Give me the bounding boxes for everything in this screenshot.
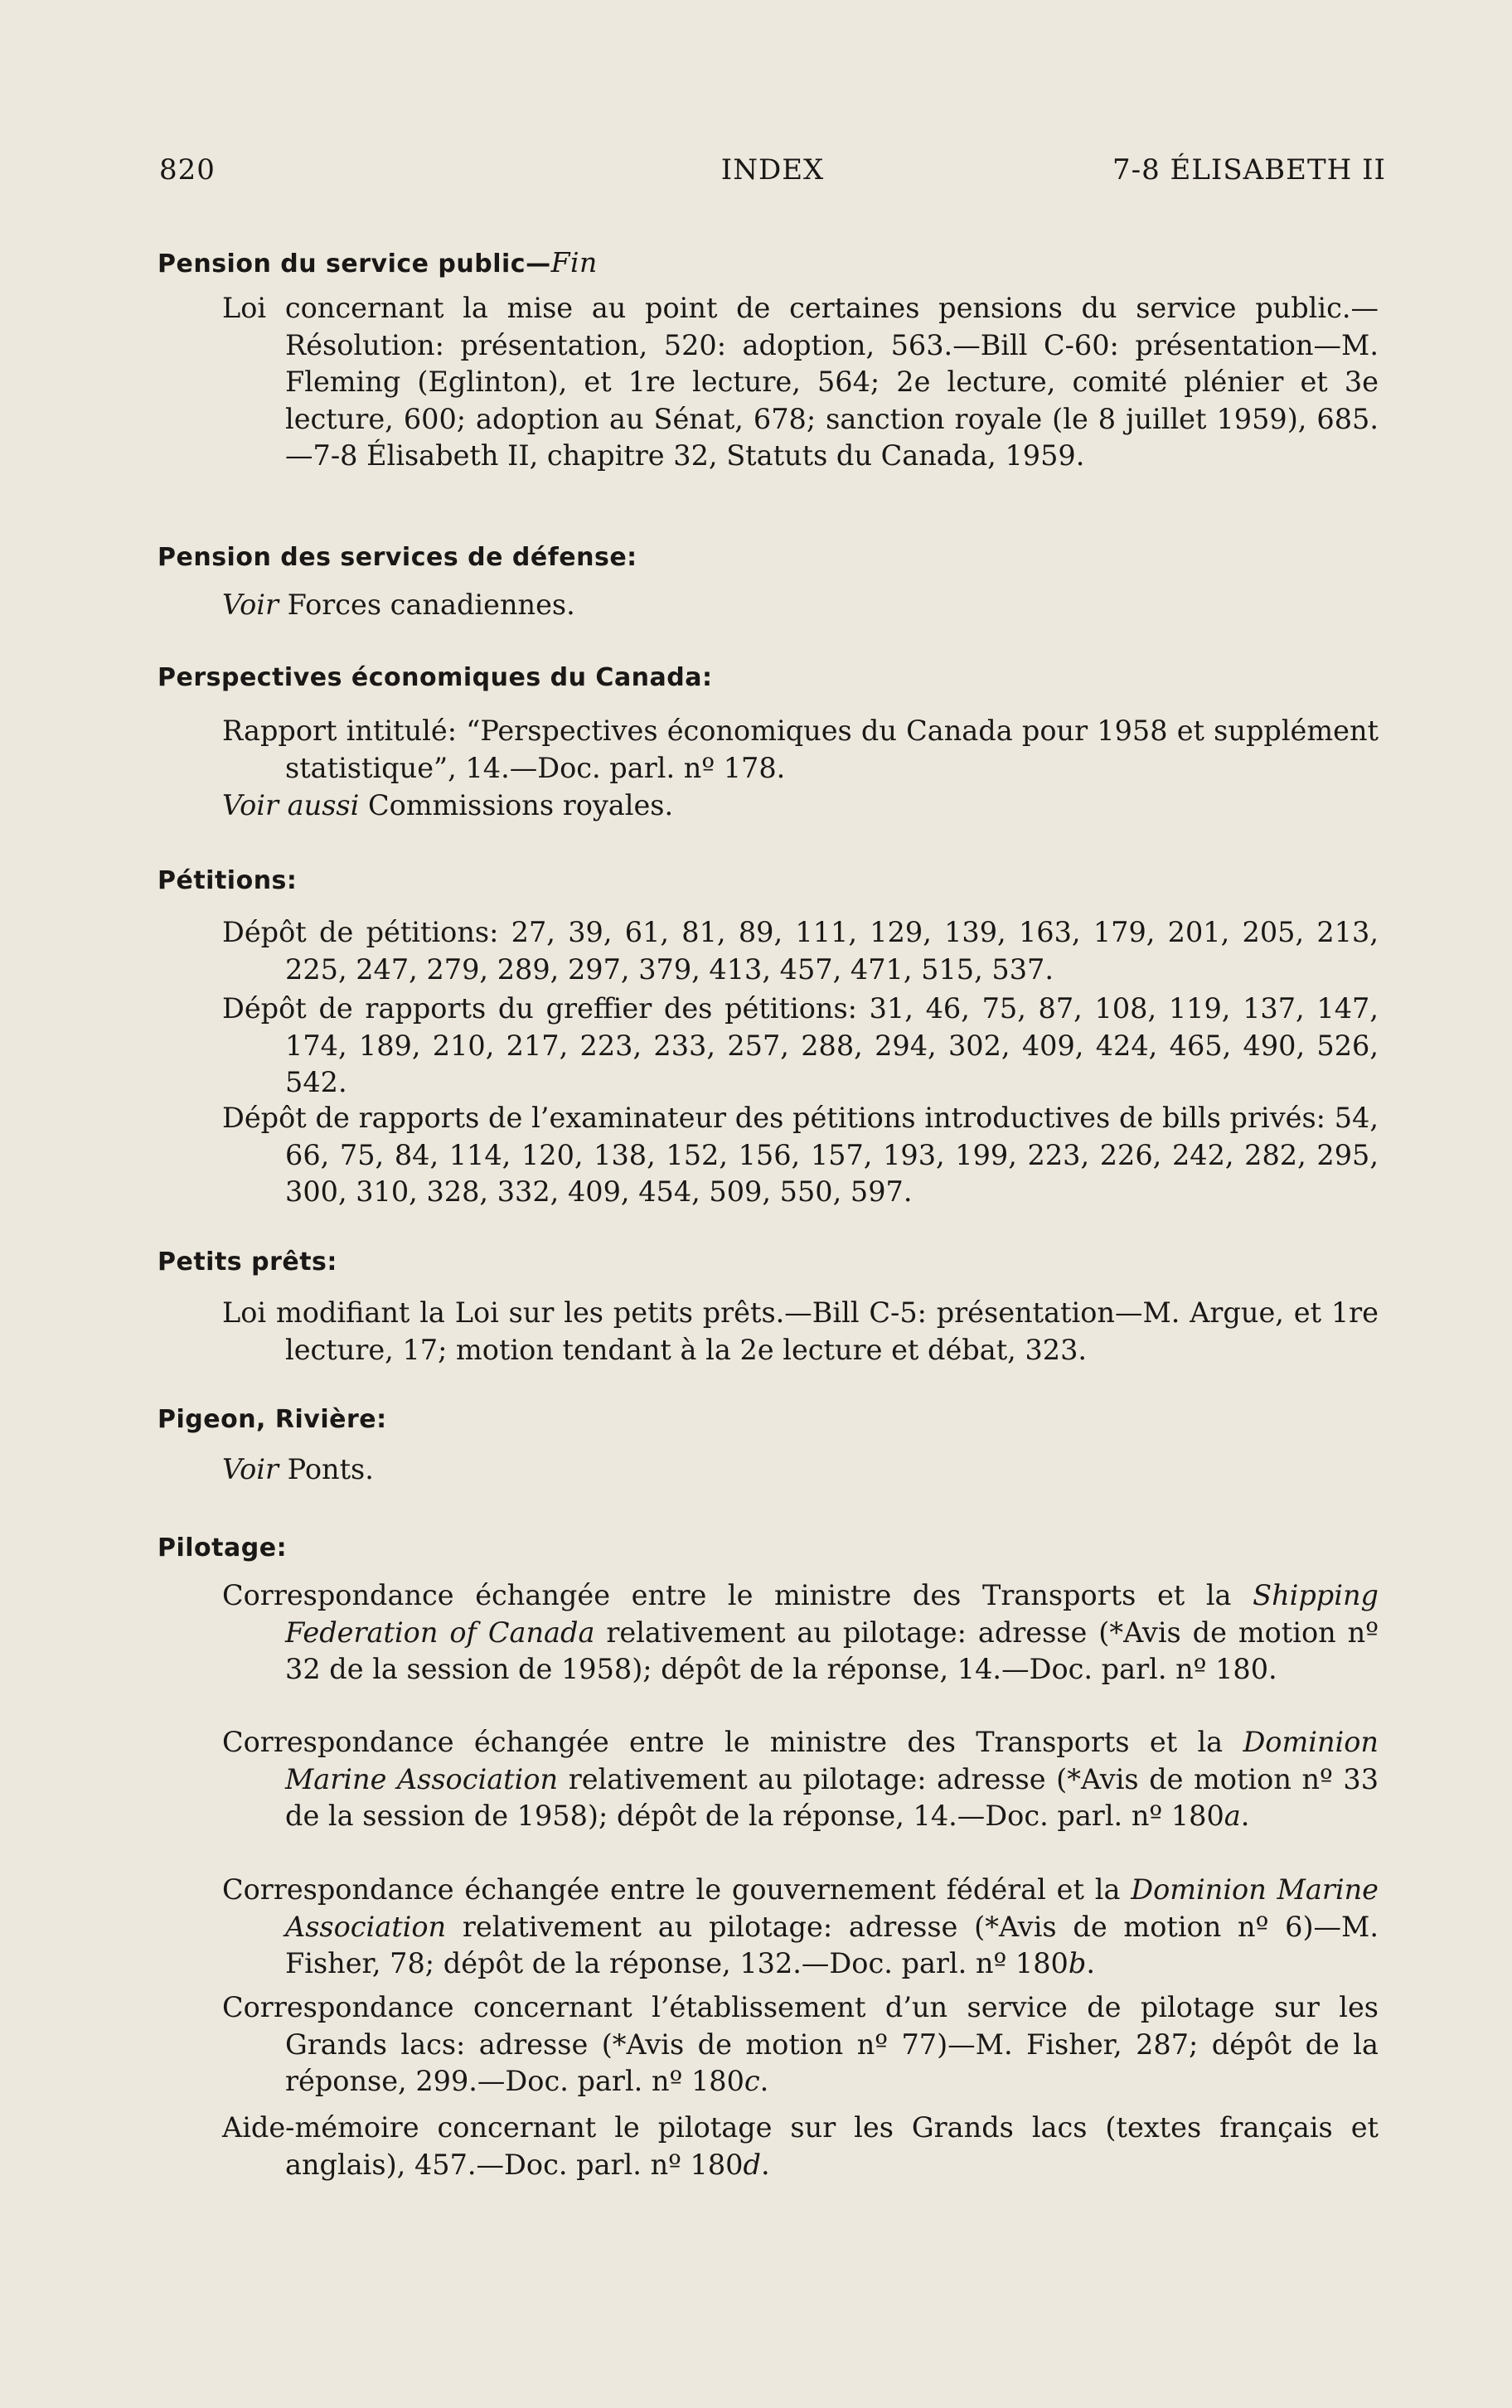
entry-pilotage-dominion-marine-ministre	[222, 1724, 1379, 1835]
heading-petitions: Pétitions:	[158, 866, 298, 895]
running-head-title: INDEX	[720, 153, 825, 187]
see-reference-defense	[222, 587, 575, 624]
see-target: Commissions royales.	[359, 789, 674, 821]
entry-italic: b	[1068, 1947, 1087, 1979]
see-prefix: Voir	[222, 589, 279, 621]
entry-text: Correspondance échangée entre le ministre des Transports et la	[222, 1579, 1253, 1611]
entry-petits-prets-loi: Loi modifiant la Loi sur les petits prêts.—Bill C-5: présentation—M. Argue, et 1re lecture, 17; motion tendant à la 2e lecture et débat, 323.	[222, 1296, 1379, 1366]
see-reference-perspectives	[222, 787, 673, 825]
heading-petits-prets: Petits prêts:	[158, 1248, 337, 1277]
entry-text: relativement au pilotage: adresse (*Avis de motion nº 6)—M. Fisher, 78; dépôt de la réponse, 132.—Doc. parl. nº 180	[285, 1910, 1379, 1979]
see-prefix: Voir aussi	[222, 789, 360, 821]
heading-pilotage: Pilotage:	[158, 1533, 288, 1563]
entry-pilotage-shipping-federation	[222, 1577, 1379, 1689]
entry-text: Correspondance échangée entre le ministre des Transports et la	[222, 1726, 1243, 1758]
entry-text: Correspondance échangée entre le gouvernement fédéral et la	[222, 1873, 1132, 1906]
see-target: Ponts.	[279, 1453, 374, 1485]
entry-italic: Shipping Federation of Canada	[285, 1579, 1379, 1649]
heading-pigeon-riviere: Pigeon, Rivière:	[158, 1405, 387, 1434]
page-number: 820	[159, 153, 216, 187]
see-target: Forces canadiennes.	[279, 589, 575, 621]
entry-pension-loi: Loi concernant la mise au point de certaines pensions du service public.—Résolution: présentation, 520: adoption, 563.—Bill C-60: présentation—M. Fleming (Eglinton), et 1re lecture, 564; 2e lecture, comité plénier et 3e lecture, 600; adoption au Sénat, 678; sanction royale (le 8 juillet 1959), 685.—7-8 Élisabeth II, chapitre 32, Statuts du Canada, 1959.	[222, 292, 1379, 472]
entry-italic: d	[743, 2148, 761, 2181]
entry-petitions-examinateur: Dépôt de rapports de l’examinateur des pétitions introductives de bills privés: 54, 66, 75, 84, 114, 120, 138, 152, 156, 157, 193, 199, 223, 226, 242, 282, 295, 300, 310, 328, 332, 409, 454, 509, 550, 597.	[222, 1102, 1379, 1208]
entry-perspectives-rapport: Rapport intitulé: “Perspectives économiques du Canada pour 1958 et supplément statistique”, 14.—Doc. parl. nº 178.	[222, 715, 1379, 784]
entry-petitions-greffier: Dépôt de rapports du greffier des pétitions: 31, 46, 75, 87, 108, 119, 137, 147, 174, 189, 210, 217, 223, 233, 257, 288, 294, 302, 409, 424, 465, 490, 526, 542.	[222, 992, 1379, 1098]
entry-text: relativement au pilotage: adresse (*Avis de motion nº 32 de la session de 1958); dépôt de la réponse, 14.—Doc. parl. nº 180.	[285, 1616, 1379, 1685]
entry-pilotage-grands-lacs-service	[222, 1989, 1379, 2100]
entry-text: relativement au pilotage: adresse (*Avis de motion nº 33 de la session de 1958); dépôt de la réponse, 14.—Doc. parl. nº 180	[285, 1762, 1379, 1832]
heading-pension-defense: Pension des services de défense:	[158, 543, 637, 572]
running-head-volume: 7-8 ÉLISABETH II	[1112, 153, 1386, 187]
heading-perspectives: Perspectives économiques du Canada:	[158, 663, 713, 692]
see-reference-pigeon	[222, 1451, 374, 1489]
running-head	[159, 153, 1386, 195]
entry-text: .	[1240, 1800, 1250, 1832]
entry-pilotage-dominion-marine-gouvernement	[222, 1872, 1379, 1983]
entry-text: Correspondance concernant l’établissement d’un service de pilotage sur les Grands lacs: adresse (*Avis de motion nº 77)—M. Fisher, 287; dépôt de la réponse, 299.—Doc. parl. nº 180	[222, 1991, 1379, 2097]
entry-italic: Dominion Marine Association	[285, 1873, 1379, 1943]
heading-suffix: Fin	[550, 246, 598, 279]
entry-petitions-depot: Dépôt de pétitions: 27, 39, 61, 81, 89, 111, 129, 139, 163, 179, 201, 205, 213, 225, 247, 279, 289, 297, 379, 413, 457, 471, 515, 537.	[222, 916, 1379, 986]
heading-text: Pension du service public—	[158, 250, 551, 279]
entry-text: Aide-mémoire concernant le pilotage sur les Grands lacs (textes français et anglais), 457.—Doc. parl. nº 180	[222, 2111, 1379, 2181]
see-prefix: Voir	[222, 1453, 279, 1485]
entry-italic: Dominion Marine Association	[285, 1726, 1379, 1795]
entry-pilotage-aide-memoire	[222, 2110, 1379, 2183]
heading-pension-service-public	[158, 246, 598, 279]
entry-text: .	[759, 2065, 769, 2097]
entry-italic: a	[1224, 1800, 1241, 1832]
entry-text: .	[760, 2148, 770, 2181]
entry-italic: c	[744, 2065, 760, 2097]
entry-text: .	[1086, 1947, 1095, 1979]
